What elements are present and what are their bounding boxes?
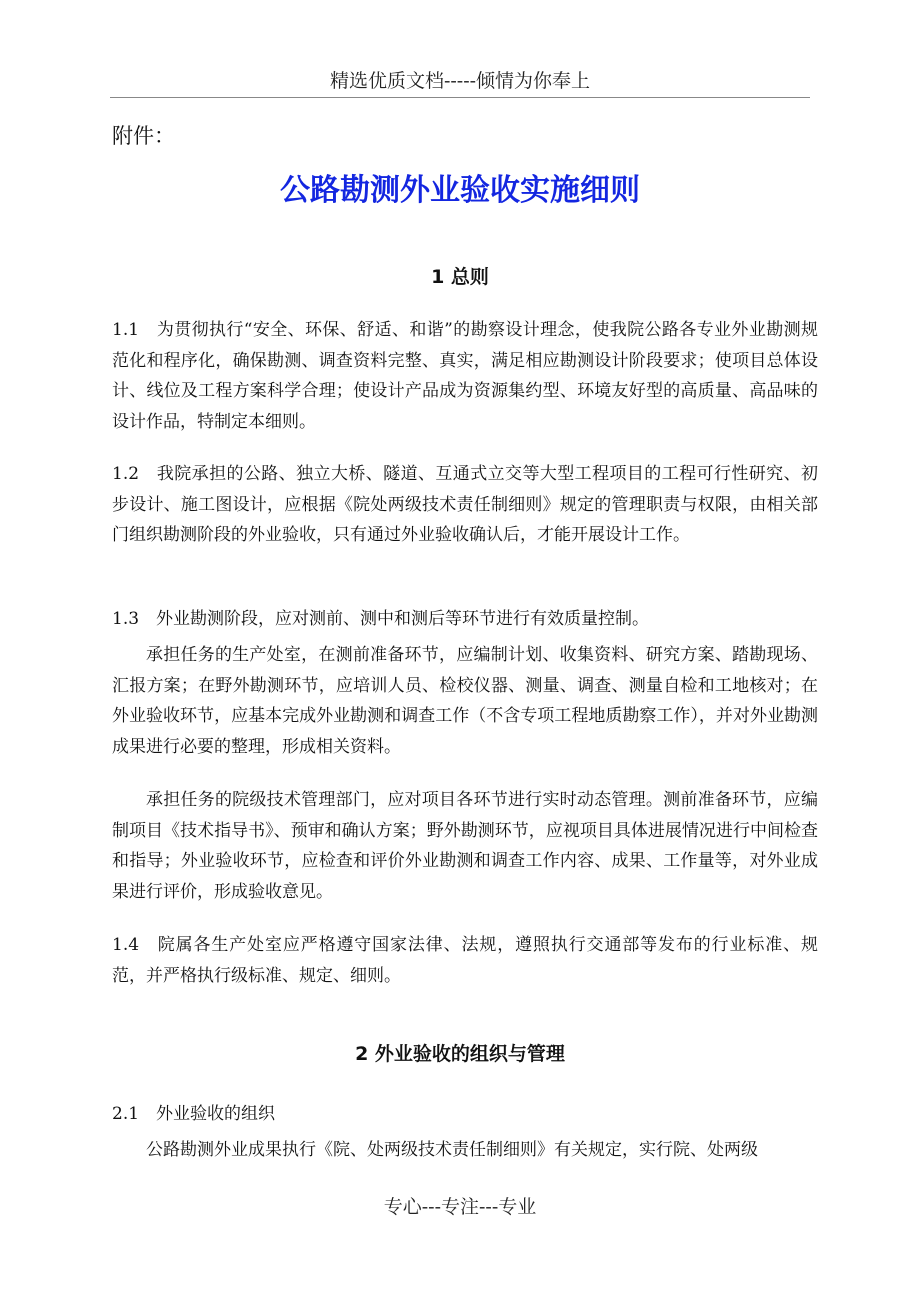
page-header: 精选优质文档-----倾情为你奉上 bbox=[329, 70, 591, 92]
section-heading-general: 1 总则 bbox=[431, 266, 489, 288]
paragraph-1-1: 1.1 为贯彻执行“安全、环保、舒适、和谐”的勘察设计理念，使我院公路各专业外业勘测规范化和程序化，确保勘测、调查资料完整、真实，满足相应勘测设计阶段要求；使项目总体设计、线位及工程方案科学合理；使设计产品成为资源集约型、环境友好型的高质量、高品味的设计作品，特制定本细则。 bbox=[112, 320, 818, 432]
paragraph-2-1: 2.1 外业验收的组织 bbox=[112, 1104, 276, 1124]
paragraph-2-1-body: 公路勘测外业成果执行《院、处两级技术责任制细则》有关规定，实行院、处两级 bbox=[146, 1140, 758, 1160]
paragraph-1-2: 1.2 我院承担的公路、独立大桥、隧道、互通式立交等大型工程项目的工程可行性研究、初步设计、施工图设计，应根据《院处两级技术责任制细则》规定的管理职责与权限，由相关部门组织勘测阶段的外业验收，只有通过外业验收确认后，才能开展设计工作。 bbox=[112, 464, 818, 545]
paragraph-1-4: 1.4 院属各生产处室应严格遵守国家法律、法规，遵照执行交通部等发布的行业标准、规范，并严格执行级标准、规定、细则。 bbox=[112, 935, 818, 986]
paragraph-technical-management: 承担任务的院级技术管理部门，应对项目各环节进行实时动态管理。测前准备环节，应编制项目《技术指导书》、预审和确认方案；野外勘测环节，应视项目具体进展情况进行中间检查和指导；外业验收环节，应检查和评价外业勘测和调查工作内容、成果、工作量等，对外业成果进行评价，形成验收意见。 bbox=[112, 790, 818, 902]
page-footer: 专心---专注---专业 bbox=[383, 1196, 537, 1218]
paragraph-1-3: 1.3 外业勘测阶段，应对测前、测中和测后等环节进行有效质量控制。 bbox=[112, 609, 650, 629]
header-divider bbox=[110, 97, 810, 98]
document-title: 公路勘测外业验收实施细则 bbox=[280, 173, 640, 208]
attachment-label: 附件： bbox=[112, 124, 175, 148]
section-heading-organization: 2 外业验收的组织与管理 bbox=[355, 1043, 565, 1065]
paragraph-production-office: 承担任务的生产处室，在测前准备环节，应编制计划、收集资料、研究方案、踏勘现场、汇报方案；在野外勘测环节，应培训人员、检校仪器、测量、调查、测量自检和工地核对；在外业验收环节，应基本完成外业勘测和调查工作（不含专项工程地质勘察工作），并对外业勘测成果进行必要的整理，形成相关资料。 bbox=[112, 645, 818, 757]
